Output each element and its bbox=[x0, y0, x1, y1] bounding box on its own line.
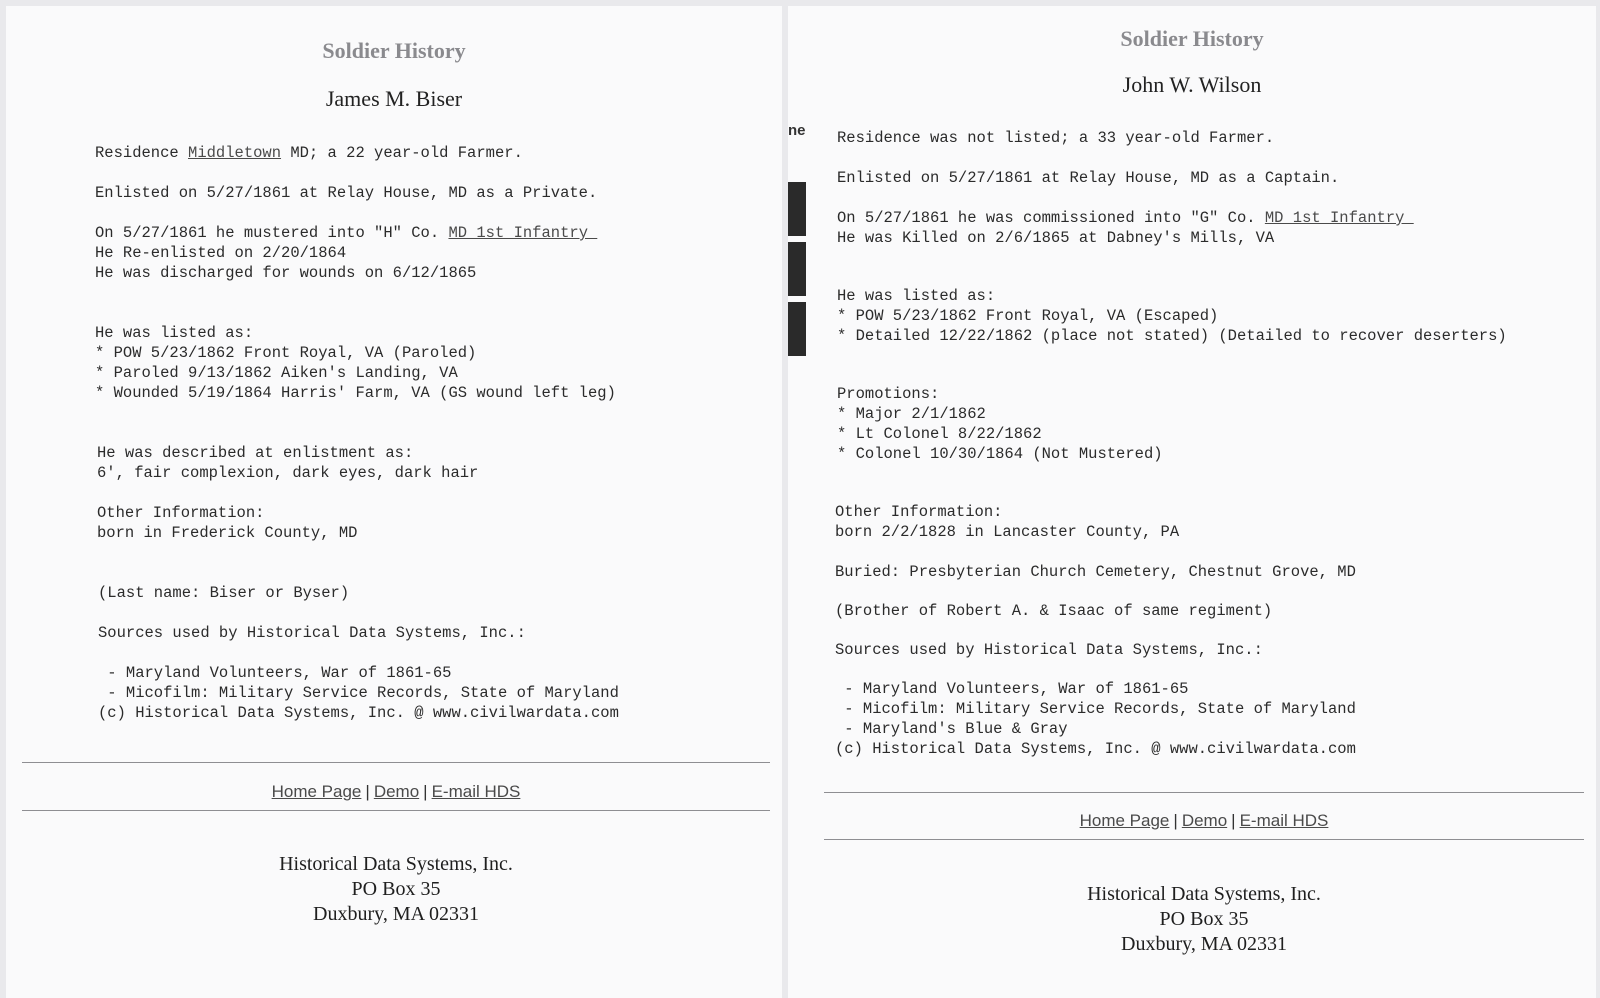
mustered-line: On 5/27/1861 he mustered into "H" Co. MD 1st Infantry bbox=[95, 224, 598, 242]
soldier-name: James M. Biser bbox=[325, 86, 463, 111]
promotion-item: * Colonel 10/30/1864 (Not Mustered) bbox=[837, 445, 1163, 463]
commissioned-line: On 5/27/1861 he was commissioned into "G" Co. MD 1st Infantry bbox=[837, 209, 1414, 227]
brother-note: (Brother of Robert A. & Isaac of same regiment) bbox=[835, 602, 1273, 620]
footer-nav: Home Page | Demo | E-mail HDS bbox=[271, 782, 521, 801]
demo-link[interactable]: Demo bbox=[1181, 811, 1228, 830]
unit-link[interactable]: MD 1st Infantry bbox=[448, 224, 598, 242]
listed-item: * POW 5/23/1862 Front Royal, VA (Paroled) bbox=[95, 344, 477, 362]
source-item: - Maryland's Blue & Gray bbox=[835, 720, 1068, 738]
home-page-link[interactable]: Home Page bbox=[271, 782, 362, 801]
site-title: Soldier History bbox=[1120, 26, 1264, 51]
publisher-po-box: PO Box 35 bbox=[1159, 908, 1249, 930]
listed-item: * Detailed 12/22/1862 (place not stated) (Detailed to recover deserters) bbox=[837, 327, 1507, 345]
publisher-name: Historical Data Systems, Inc. bbox=[279, 853, 513, 875]
right-document-page bbox=[788, 6, 1596, 998]
listed-item: * Paroled 9/13/1862 Aiken's Landing, VA bbox=[95, 364, 458, 382]
listed-heading: He was listed as: bbox=[837, 287, 996, 305]
publisher-city: Duxbury, MA 02331 bbox=[313, 903, 479, 925]
home-page-link[interactable]: Home Page bbox=[1079, 811, 1170, 830]
listed-heading: He was listed as: bbox=[95, 324, 254, 342]
binder-tab bbox=[788, 182, 806, 236]
publisher-address bbox=[824, 882, 1584, 957]
source-item: - Micofilm: Military Service Records, State of Maryland bbox=[98, 684, 619, 702]
cropped-margin-text: ne bbox=[788, 122, 806, 139]
reenlisted-line: He Re-enlisted on 2/20/1864 bbox=[95, 244, 347, 262]
described-text: 6', fair complexion, dark eyes, dark hair bbox=[97, 464, 479, 482]
source-item: - Micofilm: Military Service Records, State of Maryland bbox=[835, 700, 1356, 718]
email-hds-link[interactable]: E-mail HDS bbox=[431, 782, 521, 801]
divider bbox=[824, 792, 1584, 793]
soldier-name: John W. Wilson bbox=[1122, 72, 1262, 97]
promotions-heading: Promotions: bbox=[837, 385, 940, 403]
discharged-line: He was discharged for wounds on 6/12/1865 bbox=[95, 264, 477, 282]
demo-link[interactable]: Demo bbox=[373, 782, 420, 801]
enlisted-line: Enlisted on 5/27/1861 at Relay House, MD as a Captain. bbox=[837, 169, 1340, 187]
sources-heading: Sources used by Historical Data Systems, Inc.: bbox=[835, 641, 1263, 659]
other-info-heading: Other Information: bbox=[835, 503, 1003, 521]
site-title: Soldier History bbox=[322, 38, 466, 63]
email-hds-link[interactable]: E-mail HDS bbox=[1239, 811, 1329, 830]
publisher-address bbox=[22, 852, 770, 927]
described-heading: He was described at enlistment as: bbox=[97, 444, 414, 462]
residence-line: Residence Middletown MD; a 22 year-old Farmer. bbox=[95, 144, 523, 162]
publisher-po-box: PO Box 35 bbox=[351, 878, 441, 900]
source-item: - Maryland Volunteers, War of 1861-65 bbox=[835, 680, 1189, 698]
sources-heading: Sources used by Historical Data Systems, Inc.: bbox=[98, 624, 526, 642]
divider bbox=[22, 810, 770, 811]
left-document-page bbox=[6, 6, 782, 998]
publisher-city: Duxbury, MA 02331 bbox=[1121, 933, 1287, 955]
residence-line: Residence was not listed; a 33 year-old Farmer. bbox=[837, 129, 1275, 147]
other-info-text: born in Frederick County, MD bbox=[97, 524, 358, 542]
footer-nav: Home Page | Demo | E-mail HDS bbox=[1079, 811, 1329, 830]
binder-tab bbox=[788, 242, 806, 296]
promotion-item: * Major 2/1/1862 bbox=[837, 405, 986, 423]
binder-tab bbox=[788, 302, 806, 356]
divider bbox=[22, 762, 770, 763]
copyright-line: (c) Historical Data Systems, Inc. @ www.civilwardata.com bbox=[98, 704, 619, 722]
divider bbox=[824, 839, 1584, 840]
listed-item: * Wounded 5/19/1864 Harris' Farm, VA (GS wound left leg) bbox=[95, 384, 616, 402]
unit-link[interactable]: MD 1st Infantry bbox=[1264, 209, 1414, 227]
enlisted-line: Enlisted on 5/27/1861 at Relay House, MD as a Private. bbox=[95, 184, 598, 202]
source-item: - Maryland Volunteers, War of 1861-65 bbox=[98, 664, 452, 682]
killed-line: He was Killed on 2/6/1865 at Dabney's Mills, VA bbox=[837, 229, 1275, 247]
promotion-item: * Lt Colonel 8/22/1862 bbox=[837, 425, 1042, 443]
copyright-line: (c) Historical Data Systems, Inc. @ www.civilwardata.com bbox=[835, 740, 1356, 758]
other-info-heading: Other Information: bbox=[97, 504, 265, 522]
last-name-note: (Last name: Biser or Byser) bbox=[98, 584, 350, 602]
listed-item: * POW 5/23/1862 Front Royal, VA (Escaped) bbox=[837, 307, 1219, 325]
publisher-name: Historical Data Systems, Inc. bbox=[1087, 883, 1321, 905]
other-info-text: born 2/2/1828 in Lancaster County, PA bbox=[835, 523, 1180, 541]
burial-line: Buried: Presbyterian Church Cemetery, Chestnut Grove, MD bbox=[835, 563, 1356, 581]
residence-town-link[interactable]: Middletown bbox=[188, 144, 282, 162]
